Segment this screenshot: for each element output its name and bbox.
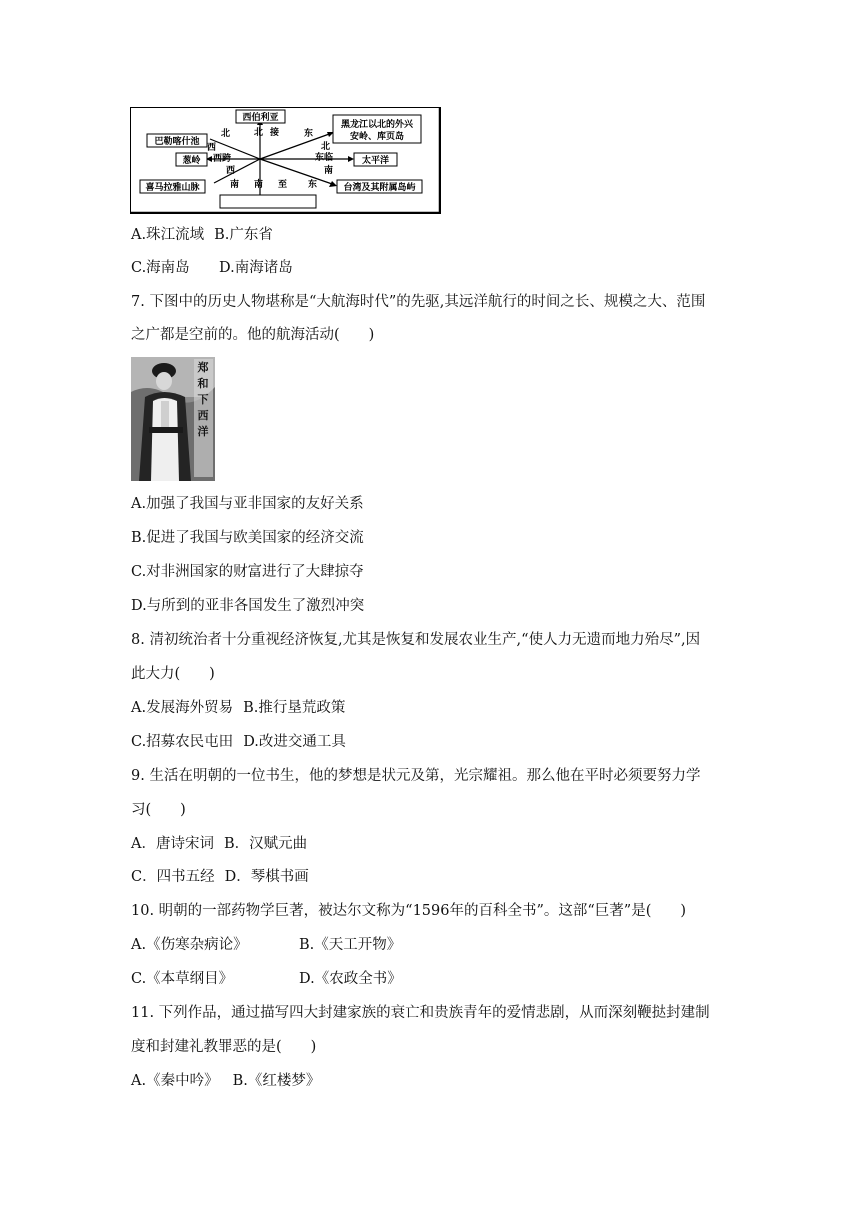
q9-options-row2 (131, 867, 309, 887)
map-label-bei2: 北 (254, 128, 264, 138)
map-label-nan: 南 (254, 180, 264, 190)
map-box-west: 葱岭 (182, 156, 201, 166)
q9-option-d[interactable]: D．琴棋书画 (224, 869, 309, 885)
q8-option-a[interactable]: A.发展海外贸易 (131, 700, 234, 716)
map-box-southeast: 台湾及其附属岛屿 (343, 183, 416, 193)
q10-options-row1 (131, 935, 401, 955)
map-box-east: 太平洋 (361, 156, 390, 166)
map-label-xi: 西 (207, 143, 217, 153)
q7-option-b[interactable]: B.促进了我国与欧美国家的经济交流 (131, 530, 364, 546)
q6-options-row1 (131, 225, 273, 245)
zheng-he-portrait (131, 357, 215, 481)
portrait-caption-3: 西 (197, 409, 209, 422)
map-label-zhi: 至 (278, 180, 288, 190)
map-box-northwest: 巴勒喀什池 (154, 137, 200, 147)
q10-stem-line1: 10. 明朝的一部药物学巨著，被达尔文称为“1596年的百科全书”。这部“巨著”是( ) (131, 903, 687, 919)
map-label-dong: 东 (304, 129, 314, 139)
q8-options-row2 (131, 732, 346, 752)
q10-option-d[interactable]: D.《农政全书》 (299, 971, 402, 987)
portrait-caption-4: 洋 (197, 425, 209, 438)
portrait-caption-1: 和 (197, 377, 209, 390)
q9-stem-line2: 习( ) (131, 802, 186, 818)
q9-stem-line1: 9. 生活在明朝的一位书生，他的梦想是状元及第，光宗耀祖。那么他在平时必须要努力学 (131, 768, 701, 784)
map-label-xikua: 西跨 (213, 154, 232, 164)
q8-options-row1 (131, 698, 345, 718)
q8-option-b[interactable]: B.推行垦荒政策 (243, 700, 346, 716)
map-box-southwest: 喜马拉雅山脉 (145, 183, 200, 193)
q7-option-c[interactable]: C.对非洲国家的财富进行了大肆掠夺 (131, 564, 364, 580)
q6-option-a[interactable]: A.珠江流域 (131, 227, 205, 243)
map-box-northeast-line1: 黑龙江以北的外兴 (340, 120, 414, 130)
q10-option-c[interactable]: C.《本草纲目》 (131, 971, 234, 987)
q11-option-b[interactable]: B.《红楼梦》 (232, 1073, 321, 1089)
q6-option-b[interactable]: B.广东省 (214, 227, 273, 243)
q10-option-b[interactable]: B.《天工开物》 (299, 937, 402, 953)
q9-option-c[interactable]: C．四书五经 (131, 869, 215, 885)
q9-option-b[interactable]: B．汉赋元曲 (223, 836, 308, 852)
q7-stem-line1: 7. 下图中的历史人物堪称是“大航海时代”的先驱,其远洋航行的时间之长、规模之大、范围 (131, 294, 706, 310)
q11-stem-line2: 度和封建礼教罪恶的是( ) (131, 1039, 317, 1055)
map-box-north: 西伯利亚 (242, 113, 279, 123)
q10-options-row2 (131, 969, 402, 989)
q8-option-c[interactable]: C.招募农民屯田 (131, 734, 234, 750)
q11-option-a[interactable]: A.《秦中吟》 (131, 1073, 219, 1089)
map-label-donglin: 东临 (315, 153, 334, 163)
q10-option-a[interactable]: A.《伤寒杂病论》 (131, 937, 248, 953)
portrait-caption-0: 郑 (197, 361, 209, 374)
q6-options-row2 (131, 258, 293, 278)
map-label-bei: 北 (221, 129, 231, 139)
map-label-dongbei: 北 (321, 142, 331, 152)
map-label-nan-se: 南 (324, 166, 334, 176)
map-label-jie: 接 (270, 128, 280, 138)
q8-option-d[interactable]: D.改进交通工具 (243, 734, 346, 750)
portrait-caption-2: 下 (197, 393, 209, 406)
q7-option-d[interactable]: D.与所到的亚非各国发生了激烈冲突 (131, 598, 365, 614)
q8-stem-line1: 8. 清初统治者十分重视经济恢复,尤其是恢复和发展农业生产,“使人力无遗而地力殆尽”,因 (131, 632, 701, 648)
q11-stem-line1: 11. 下列作品，通过描写四大封建家族的衰亡和贵族青年的爱情悲剧，从而深刻鞭挞封建制 (131, 1005, 710, 1021)
q6-option-d[interactable]: D.南海诸岛 (219, 260, 293, 276)
map-label-dong2: 东 (308, 180, 318, 190)
q9-options-row1 (131, 834, 307, 854)
q11-options-row1 (131, 1071, 320, 1091)
q6-option-c[interactable]: C.海南岛 (131, 260, 190, 276)
q8-stem-line2: 此大力( ) (131, 666, 215, 682)
q7-option-a[interactable]: A.加强了我国与亚非国家的友好关系 (131, 496, 364, 512)
q9-option-a[interactable]: A．唐诗宋词 (131, 836, 214, 852)
territory-map-figure (130, 107, 441, 214)
map-label-nan-sw: 南 (230, 180, 240, 190)
map-box-northeast-line2: 安岭、库页岛 (349, 132, 405, 142)
q7-stem-line2: 之广都是空前的。他的航海活动( ) (131, 327, 375, 343)
map-label-xi2: 西 (226, 166, 236, 176)
